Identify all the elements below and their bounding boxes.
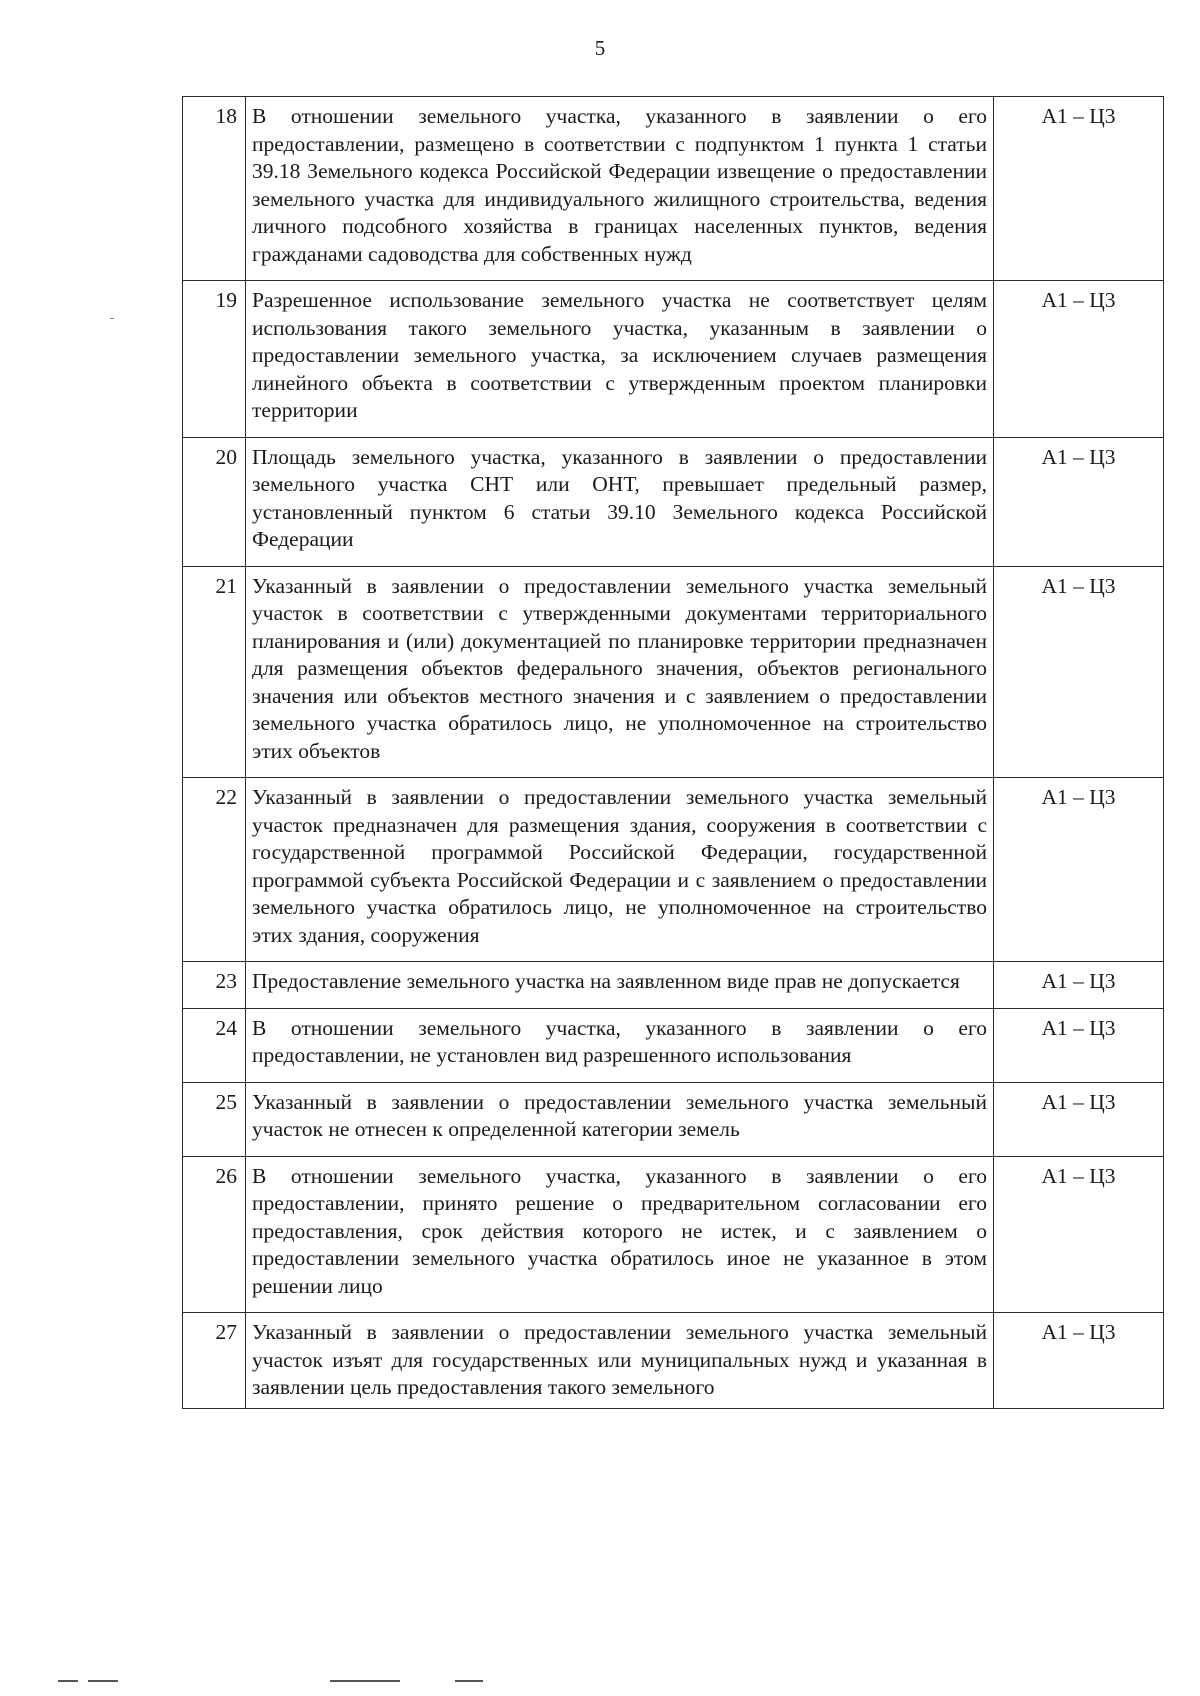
table-row: [183, 566, 1164, 778]
footer-scan-mark: [330, 1680, 400, 1682]
row-text: В отношении земельного участка, указанного в заявлении о его предоставлении, не установлен вид разрешенного использования: [246, 1008, 994, 1082]
page-number: 5: [594, 36, 606, 60]
row-text: В отношении земельного участка, указанного в заявлении о его предоставлении, размещено в соответствии с подпунктом 1 пункта 1 статьи 39.18 Земельного кодекса Российской Федерации извещение о предоставлении земельного участка для индивидуального жилищного строительства, ведения личного подсобного хозяйства в границах населенных пунктов, ведения гражданами садоводства для собственных нужд: [246, 97, 994, 281]
row-text: Указанный в заявлении о предоставлении земельного участка земельный участок предназначен для размещения здания, сооружения в соответствии с государственной программой Российской Федерации, государственной программой субъекта Российской Федерации и с заявлением о предоставлении земельного участка обратилось лицо, не уполномоченное на строительство этих здания, сооружения: [246, 778, 994, 962]
row-code: А1 – Ц3: [994, 1008, 1164, 1082]
row-number: 20: [183, 437, 246, 566]
row-number: 21: [183, 566, 246, 778]
row-text: Указанный в заявлении о предоставлении земельного участка земельный участок изъят для государственных или муниципальных нужд и указанная в заявлении цель предоставления такого земельного: [246, 1313, 994, 1409]
footer-scan-mark: [455, 1680, 483, 1682]
table-row: [183, 1082, 1164, 1156]
row-text: В отношении земельного участка, указанного в заявлении о его предоставлении, принято решение о предварительном согласовании его предоставления, срок действия которого не истек, и с заявлением о предоставлении земельного участка обратилось иное не указанное в этом решении лицо: [246, 1156, 994, 1313]
row-text: Разрешенное использование земельного участка не соответствует целям использования такого земельного участка, указанным в заявлении о предоставлении земельного участка, за исключением случаев размещения линейного объекта в соответствии с утвержденным проектом планировки территории: [246, 281, 994, 438]
row-code: А1 – Ц3: [994, 281, 1164, 438]
row-code: А1 – Ц3: [994, 566, 1164, 778]
table-row: [183, 1313, 1164, 1409]
row-text: Указанный в заявлении о предоставлении земельного участка земельный участок не отнесен к определенной категории земель: [246, 1082, 994, 1156]
row-code: А1 – Ц3: [994, 1156, 1164, 1313]
footer-scan-mark: [58, 1680, 78, 1682]
row-code: А1 – Ц3: [994, 437, 1164, 566]
grounds-table: [182, 96, 1164, 1409]
row-text: Площадь земельного участка, указанного в заявлении о предоставлении земельного участка СНТ или ОНТ, превышает предельный размер, установленный пунктом 6 статьи 39.10 Земельного кодекса Российской Федерации: [246, 437, 994, 566]
row-text: Указанный в заявлении о предоставлении земельного участка земельный участок в соответствии с утвержденными документами территориального планирования и (или) документацией по планировке территории предназначен для размещения объектов федерального значения, объектов регионального значения или объектов местного значения и с заявлением о предоставлении земельного участка обратилось лицо, не уполномоченное на строительство этих объектов: [246, 566, 994, 778]
table-row: [183, 962, 1164, 1009]
row-code: А1 – Ц3: [994, 1082, 1164, 1156]
table-row: [183, 1156, 1164, 1313]
row-number: 22: [183, 778, 246, 962]
table-row: [183, 97, 1164, 281]
table-row: [183, 778, 1164, 962]
row-number: 25: [183, 1082, 246, 1156]
row-number: 18: [183, 97, 246, 281]
row-code: А1 – Ц3: [994, 97, 1164, 281]
table-row: [183, 1008, 1164, 1082]
row-number: 19: [183, 281, 246, 438]
row-number: 26: [183, 1156, 246, 1313]
margin-mark: [110, 318, 114, 319]
row-number: 27: [183, 1313, 246, 1409]
footer-scan-mark: [88, 1680, 118, 1682]
table-row: [183, 437, 1164, 566]
row-text: Предоставление земельного участка на заявленном виде прав не допускается: [246, 962, 994, 1009]
table-row: [183, 281, 1164, 438]
row-number: 24: [183, 1008, 246, 1082]
row-code: А1 – Ц3: [994, 962, 1164, 1009]
row-code: А1 – Ц3: [994, 1313, 1164, 1409]
row-number: 23: [183, 962, 246, 1009]
row-code: А1 – Ц3: [994, 778, 1164, 962]
